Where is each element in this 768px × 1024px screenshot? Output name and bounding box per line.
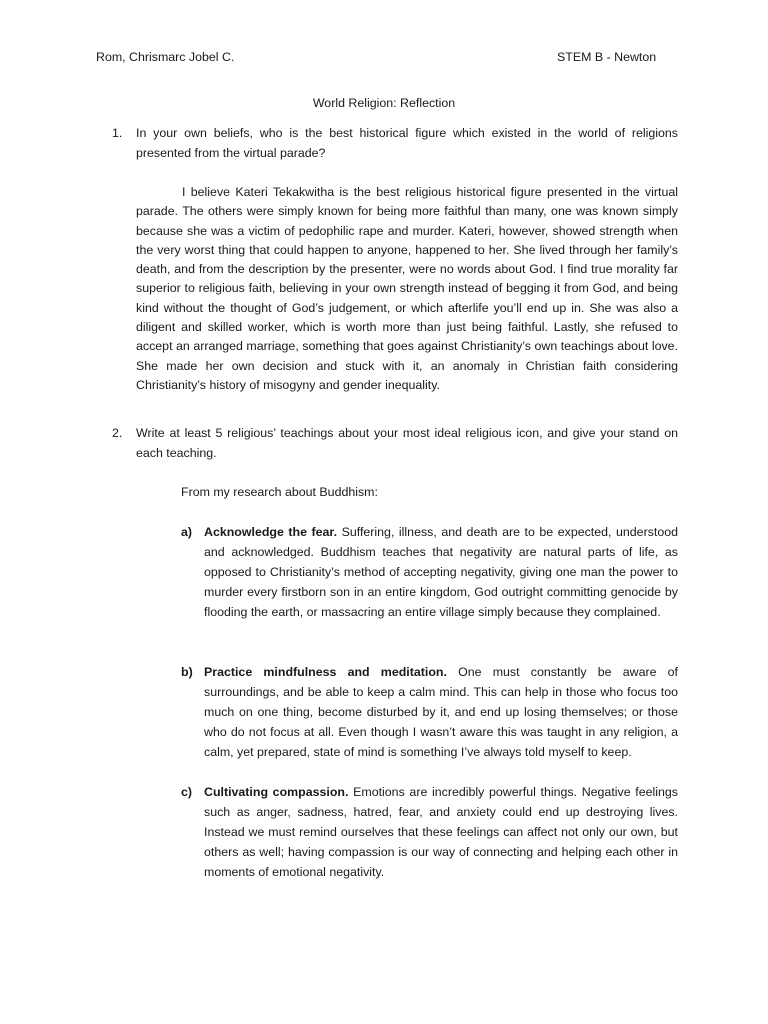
question-text: Write at least 5 religious’ teachings about your most ideal religious icon, and give your stand on each teaching. — [136, 426, 678, 460]
question-number: 1. — [112, 126, 123, 140]
item-body — [204, 522, 678, 622]
question-number: 2. — [112, 426, 123, 440]
item-label: b) — [181, 665, 193, 679]
research-intro: From my research about Buddhism: — [181, 485, 378, 499]
item-body — [204, 782, 678, 882]
item-label: c) — [181, 785, 193, 799]
question-1 — [112, 123, 678, 163]
item-text: Suffering, illness, and death are to be expected, understood and acknowledged. Buddhism teaches that negativity are natural parts of life, as opposed to Christianity’s method of accepting negativity, giving one man the power to murder every firstborn son in an entire kingdom, God outright committing genocide by flooding the earth, or massacring an entire village simply because they complained. — [204, 525, 679, 619]
document-title: World Religion: Reflection — [312, 96, 456, 110]
teaching-item-c — [181, 782, 678, 882]
teaching-item-a — [181, 522, 678, 622]
item-label: a) — [181, 525, 193, 539]
item-body — [204, 662, 678, 762]
item-heading: Cultivating compassion. — [204, 785, 349, 799]
answer-paragraph: I believe Kateri Tekakwitha is the best religious historical figure presented in the virtual parade. The others were simply known for being more faithful than many, one was known simply because she was a victim of pedophilic rape and murder. Kateri, however, showed strength when the very worst thing that could happen to anyone, happened to her. She lived through her family’s death, and from the description by the presenter, were no words about God. I find true morality far superior to religious faith, believing in your own strength instead of begging it from God, and being kind without the thought of God’s judgement, or which afterlife you’ll end up in. She was also a diligent and skilled worker, which is worth more than just being faithful. Lastly, she refused to accept an arranged marriage, something that goes against Christianity’s own teachings about love. She made her own decision and stuck with it, an anomaly in Christian faith considering Christianity’s history of misogyny and gender inequality. — [136, 185, 678, 392]
question-text: In your own beliefs, who is the best historical figure which existed in the world of religions presented from the virtual parade? — [136, 126, 678, 160]
student-name: Rom, Chrismarc Jobel C. — [96, 50, 235, 64]
teaching-item-b — [181, 662, 678, 762]
item-heading: Acknowledge the fear. — [204, 525, 338, 539]
item-heading: Practice mindfulness and meditation. — [204, 665, 447, 679]
section-label: STEM B - Newton — [557, 50, 657, 64]
item-text: Emotions are incredibly powerful things. Negative feelings such as anger, sadness, hatred, fear, and anxiety could end up destroying lives. Instead we must remind ourselves that these feelings can affect not only our own, but others as well; having compassion is our way of connecting and helping each other in moments of emotional negativity. — [204, 785, 678, 879]
question-2 — [112, 423, 678, 463]
item-text: One must constantly be aware of surroundings, and be able to keep a calm mind. This can help in those who focus too much on one thing, become disturbed by it, and end up losing themselves; or those who do not focus at all. Even though I wasn’t aware this was taught in any religion, a calm, yet prepared, state of mind is something I’ve always told myself to keep. — [204, 665, 679, 759]
